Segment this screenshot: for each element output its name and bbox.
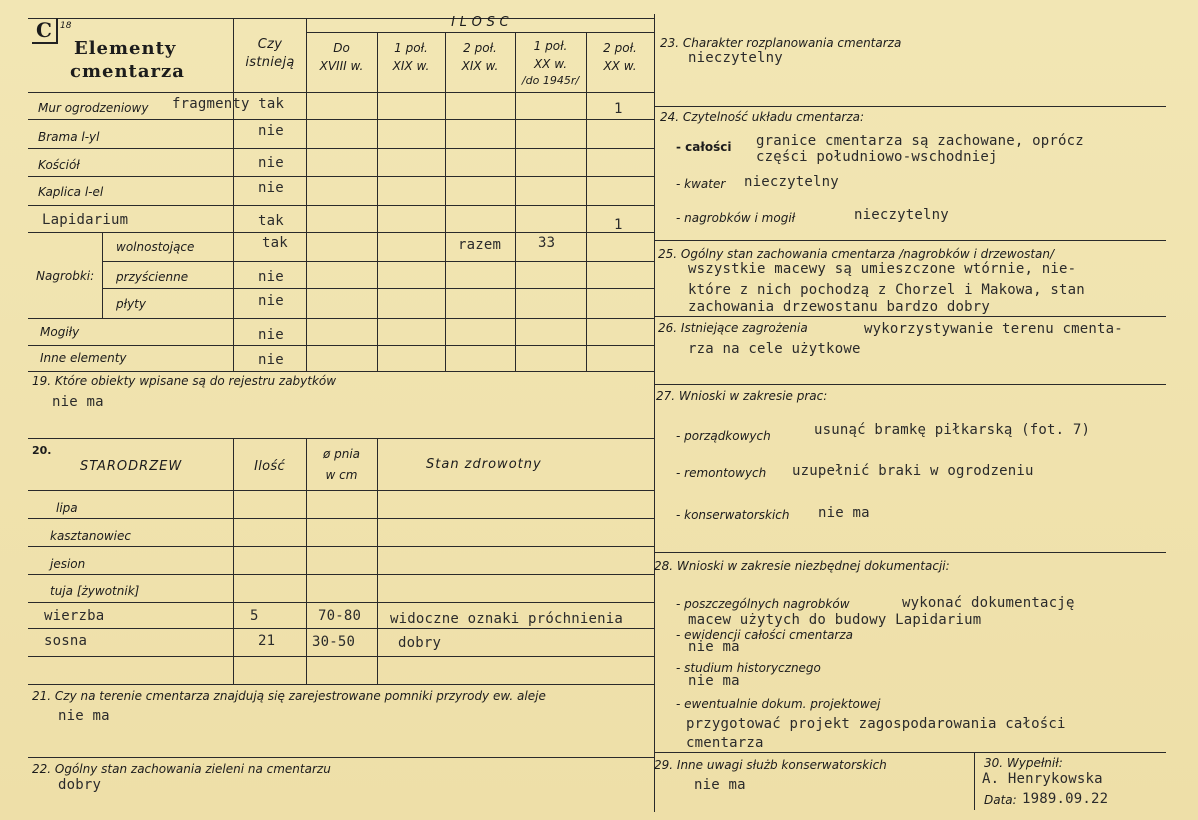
tree-col-line [233, 438, 234, 684]
q27-kons-label: - konserwatorskich [676, 508, 790, 522]
q24-label: 24. Czytelność układu cmentarza: [660, 110, 865, 124]
q28-proj-2: cmentarza [686, 735, 764, 751]
col-header-5-l1: 2 poł. [603, 41, 637, 55]
q28-label: 28. Wnioski w zakresie niezbędnej dokumentacji: [654, 559, 950, 573]
row-przyscienne-exists: nie [258, 269, 284, 285]
tree-count: 5 [250, 608, 259, 624]
tree-diam: 30-50 [312, 634, 356, 650]
tree-row-line [28, 602, 654, 603]
tree-name: jesion [50, 557, 86, 571]
q20-header-bottom [28, 490, 654, 491]
q30-date-label: Data: [984, 793, 1017, 807]
tree-row-line [28, 574, 654, 575]
q20-header-trees: STARODRZEW [80, 459, 183, 474]
col-line [586, 32, 587, 371]
q28-st: nie ma [688, 673, 740, 689]
q20-header-health: Stan zdrowotny [426, 457, 542, 472]
q29-label: 29. Inne uwagi służb konserwatorskich [654, 758, 887, 772]
col-header-4-l2: XX w. [533, 57, 568, 71]
q25-label: 25. Ogólny stan zachowania cmentarza /nagrobków i drzewostan/ [658, 247, 1055, 261]
q19-answer: nie ma [52, 394, 104, 410]
tree-row-line [28, 628, 654, 629]
center-divider [654, 14, 655, 812]
row-wolnostojace-exists: tak [262, 235, 288, 251]
nagrobki-col-line [102, 232, 103, 318]
right-line [654, 240, 1166, 241]
q30-divider [974, 752, 975, 810]
q25-line2: które z nich pochodzą z Chorzel i Makowa, stan [688, 282, 1085, 298]
q24-nagrobkow: nieczytelny [854, 207, 949, 223]
q28-pos-1: wykonać dokumentację [902, 595, 1075, 611]
q19-label: 19. Które obiekty wpisane są do rejestru zabytków [32, 374, 337, 388]
header-bottom-line [28, 92, 654, 93]
tree-col-line [377, 438, 378, 684]
row-kaplica-label: Kaplica l-el [38, 185, 104, 199]
q30-date: 1989.09.22 [1022, 791, 1109, 807]
tree-row-line [28, 518, 654, 519]
ilosc-header: I L O S C [451, 15, 509, 30]
row-mur-typed: fragmenty tak [172, 96, 285, 112]
col-header-5-l2: XX w. [603, 59, 637, 73]
q20-top-line [28, 438, 654, 439]
row-lapidarium-label: Lapidarium [42, 212, 129, 228]
q28-ew-label: - ewidencji całości cmentarza [676, 628, 854, 642]
q29-answer: nie ma [694, 777, 746, 793]
row-plyty-label: płyty [116, 297, 146, 311]
row-line [102, 288, 654, 289]
row-brama-exists: nie [258, 123, 284, 139]
elements-title-line2: cmentarza [70, 61, 185, 82]
q20-bottom-line [28, 684, 654, 685]
q24-kwater: nieczytelny [744, 174, 839, 190]
q28-pos-label: - poszczególnych nagrobków [676, 597, 850, 611]
tree-name: lipa [56, 501, 78, 515]
right-line [654, 316, 1166, 317]
q22-answer: dobry [58, 777, 102, 793]
tree-name: wierzba [44, 608, 105, 624]
exists-header-2: istnieją [245, 55, 295, 70]
q20-header-diam-2: w cm [325, 468, 358, 482]
tree-diam: 70-80 [318, 608, 362, 624]
row-lapidarium-exists: tak [258, 213, 284, 229]
q23-answer: nieczytelny [688, 50, 783, 66]
row-mur-v5: 1 [614, 101, 623, 117]
row-line [28, 176, 654, 177]
right-line [654, 106, 1166, 107]
col-header-1-l1: Do [333, 41, 350, 55]
tree-row-line [28, 656, 654, 657]
right-line [654, 752, 1166, 753]
row-kosciol-exists: nie [258, 155, 284, 171]
col-line [445, 32, 446, 371]
row-line [28, 119, 654, 120]
q21-bottom-line [28, 757, 654, 758]
col-line [377, 32, 378, 371]
row-mur-label: Mur ogrodzeniowy [38, 101, 149, 115]
row-przyscienne-label: przyścienne [116, 270, 189, 284]
q20-number: 20. [32, 444, 52, 457]
card-code-number: 18 [60, 21, 72, 31]
row-wolnostojace-v4: 33 [538, 235, 556, 251]
q26-line1: wykorzystywanie terenu cmenta- [864, 321, 1123, 337]
q27-rem-label: - remontowych [676, 466, 767, 480]
table-bottom-line [28, 371, 654, 372]
col-header-1-l2: XVIII w. [319, 59, 364, 73]
col-line [233, 18, 234, 371]
q21-label: 21. Czy na terenie cmentarza znajdują się zarejestrowane pomniki przyrody ew. aleje [32, 689, 546, 703]
q26-line2: rza na cele użytkowe [688, 341, 861, 357]
q27-porz-label: - porządkowych [676, 429, 771, 443]
tree-name: kasztanowiec [50, 529, 131, 543]
q25-line1: wszystkie macewy są umieszczone wtórnie, nie- [688, 261, 1077, 277]
exists-header-1: Czy [257, 37, 283, 52]
row-line [28, 148, 654, 149]
row-line [28, 318, 654, 319]
q27-porz: usunąć bramkę piłkarską (fot. 7) [814, 422, 1091, 438]
q28-pos-2: macew użytych do budowy Lapidarium [688, 612, 982, 628]
ilosc-divider [306, 32, 654, 33]
tree-name: tuja [żywotnik] [50, 584, 140, 598]
q24-calosci-label: - całości [676, 140, 732, 154]
q23-label: 23. Charakter rozplanowania cmentarza [660, 36, 902, 50]
row-kaplica-exists: nie [258, 180, 284, 196]
row-inne-label: Inne elementy [40, 351, 127, 365]
row-inne-exists: nie [258, 352, 284, 368]
q21-answer: nie ma [58, 708, 110, 724]
q30-name: A. Henrykowska [982, 771, 1103, 787]
tree-health: widoczne oznaki próchnienia [390, 611, 623, 627]
tree-count: 21 [258, 633, 276, 649]
q27-label: 27. Wnioski w zakresie prac: [656, 389, 828, 403]
q24-nagrobkow-label: - nagrobków i mogił [676, 211, 796, 225]
row-line [28, 345, 654, 346]
q27-kons: nie ma [818, 505, 870, 521]
row-brama-label: Brama l-yl [38, 130, 100, 144]
q24-kwater-label: - kwater [676, 177, 726, 191]
elements-title-line1: Elementy [74, 38, 177, 59]
right-line [654, 384, 1166, 385]
q28-proj-1: przygotować projekt zagospodarowania całości [686, 716, 1066, 732]
row-lapidarium-v5: 1 [614, 217, 623, 233]
tree-name: sosna [44, 633, 88, 649]
col-header-4-l1: 1 poł. [533, 39, 568, 53]
q20-header-count: Ilość [254, 459, 285, 474]
col-header-2-l2: XIX w. [392, 59, 430, 73]
q28-ew: nie ma [688, 639, 740, 655]
q20-header-diam-1: ø pnia [322, 447, 361, 461]
tree-health: dobry [398, 635, 442, 651]
right-line [654, 552, 1166, 553]
row-mogily-exists: nie [258, 327, 284, 343]
col-header-4-l3: /do 1945r/ [521, 74, 580, 87]
row-mogily-label: Mogiły [40, 325, 80, 339]
row-line [102, 261, 654, 262]
q28-st-label: - studium historycznego [676, 661, 821, 675]
q28-proj-label: - ewentualnie dokum. projektowej [676, 697, 881, 711]
row-kosciol-label: Kościół [38, 158, 80, 172]
q26-label: 26. Istniejące zagrożenia [658, 321, 808, 335]
row-line [28, 232, 654, 233]
nagrobki-label: Nagrobki: [36, 269, 95, 283]
q24-calosci-1: granice cmentarza są zachowane, oprócz [756, 133, 1084, 149]
row-wolnostojace-label: wolnostojące [116, 240, 195, 254]
row-plyty-exists: nie [258, 293, 284, 309]
q27-rem: uzupełnić braki w ogrodzeniu [792, 463, 1034, 479]
q30-label: 30. Wypełnił: [984, 756, 1063, 770]
row-line [28, 205, 654, 206]
col-header-3-l1: 2 poł. [463, 41, 497, 55]
tree-row-line [28, 546, 654, 547]
q25-line3: zachowania drzewostanu bardzo dobry [688, 299, 991, 315]
row-wolnostojace-v3: razem [458, 237, 502, 253]
col-header-3-l2: XIX w. [461, 59, 499, 73]
q22-label: 22. Ogólny stan zachowania zieleni na cmentarzu [32, 762, 331, 776]
col-header-2-l1: 1 poł. [394, 41, 428, 55]
q24-calosci-2: części południowo-wschodniej [756, 149, 998, 165]
card-code: C [36, 18, 52, 42]
